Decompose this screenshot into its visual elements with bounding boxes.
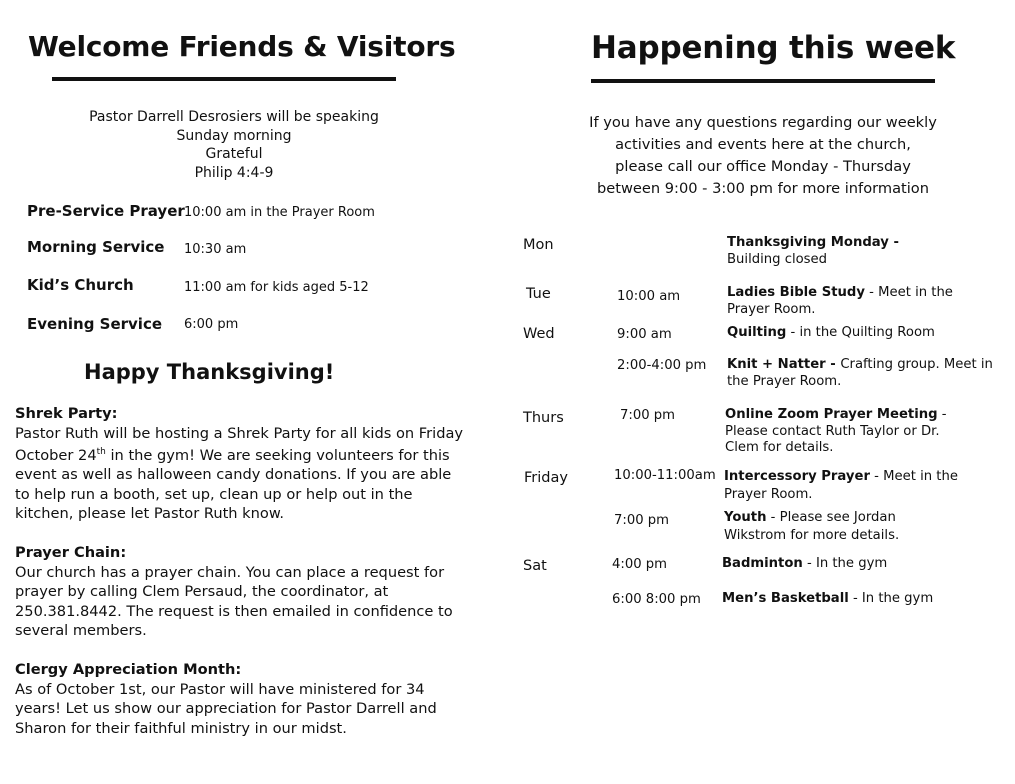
event-name: Quilting [727,325,787,340]
service-label: Pre-Service Prayer [27,202,185,220]
event-name: Intercessory Prayer [724,469,870,484]
event-time: 9:00 am [617,327,672,342]
day-label: Sat [523,558,547,574]
service-time: 6:00 pm [184,317,239,332]
ordinal-suffix: th [96,447,106,457]
day-label: Tue [526,286,551,302]
right-title-rule [591,79,935,83]
event-name: Online Zoom Prayer Meeting [725,407,938,422]
event-item [725,407,950,457]
intro-line: between 9:00 - 3:00 pm for more information [597,180,929,197]
speaker-line: Grateful [205,146,263,162]
intro-line: activities and events here at the church, [615,136,911,153]
speaker-line: Philip 4:4-9 [194,164,274,181]
event-desc: - Please contact Ruth Taylor or Dr. Clem for details. [725,407,947,455]
event-name: Thanksgiving Monday - [727,235,899,250]
event-item [727,285,972,318]
clergy-heading: Clergy Appreciation Month: [15,661,242,679]
service-label: Morning Service [27,238,165,256]
prayer-chain [15,543,465,641]
intro-block [553,112,973,200]
left-title: Welcome Friends & Visitors [28,30,456,63]
event-desc: Crafting group. Meet in the Prayer Room. [727,357,993,389]
clergy-appreciation [15,660,465,738]
shrek-text [15,424,465,524]
event-time: 10:00 am [617,289,681,304]
event-item [727,357,997,390]
intro-line: If you have any questions regarding our weekly [589,114,937,131]
event-item [724,468,964,504]
event-item [727,325,997,342]
event-desc: - Meet in the Prayer Room. [727,285,953,317]
service-time: 10:30 am [184,242,247,257]
clergy-text: As of October 1st, our Pastor will have ministered for 34 years! Let us show our appreciation for Pastor Darrell and Sharon for their faithful ministry in our midst. [15,680,437,737]
service-time: 10:00 am in the Prayer Room [184,205,375,220]
right-title: Happening this week [591,30,956,66]
day-label: Thurs [523,410,564,426]
service-label: Evening Service [27,315,163,333]
event-name: Men’s Basketball [722,591,849,606]
event-desc: - In the gym [802,556,888,571]
shrek-text-part: in the gym! We are seeking volunteers for this event as well as halloween candy donations. If you are able to help run a booth, set up, clean up or help out in the kitchen, please let Pastor Ruth know. [15,446,452,523]
shrek-text-part: Pastor Ruth will be hosting a Shrek Party for all kids on Friday October 24 [15,424,464,464]
event-time: 7:00 pm [620,408,676,423]
event-time: 2:00-4:00 pm [617,358,707,373]
speaker-block [34,108,434,182]
day-label: Friday [524,470,568,486]
event-name: Knit + Natter - [727,357,841,372]
event-desc: - in the Quilting Room [786,325,935,340]
left-title-rule [52,77,396,81]
shrek-party [15,404,465,524]
event-time: 6:00 8:00 pm [612,592,701,607]
event-item [724,509,914,545]
event-item [722,556,982,573]
service-label: Kid’s Church [27,276,134,294]
shrek-heading: Shrek Party: [15,405,118,422]
event-time: 7:00 pm [614,513,670,528]
prayer-chain-text: Our church has a prayer chain. You can place a request for prayer by calling Clem Persaud, the coordinator, at 250.381.8442. The request is then emailed in confidence to several members. [15,563,453,640]
event-time: 4:00 pm [612,557,668,572]
event-time: 10:00-11:00am [614,468,716,483]
event-desc: - In the gym [848,591,934,606]
event-item [727,235,947,268]
thanksgiving-heading: Happy Thanksgiving! [84,360,335,384]
event-name: Youth [724,510,767,525]
speaker-line: Pastor Darrell Desrosiers will be speaking [89,109,379,125]
event-desc: Building closed [727,251,828,267]
event-name: Badminton [722,556,803,571]
day-label: Mon [523,237,554,253]
speaker-line: Sunday morning [176,127,292,144]
intro-line: please call our office Monday - Thursday [615,158,911,175]
event-desc: - Meet in the Prayer Room. [724,469,958,502]
event-item [722,591,982,608]
event-desc: - Please see Jordan Wikstrom for more details. [724,510,900,543]
news-section [15,404,465,758]
prayer-chain-heading: Prayer Chain: [15,544,127,562]
day-label: Wed [523,326,555,342]
event-name: Ladies Bible Study [727,285,865,300]
service-time: 11:00 am for kids aged 5-12 [184,280,369,295]
